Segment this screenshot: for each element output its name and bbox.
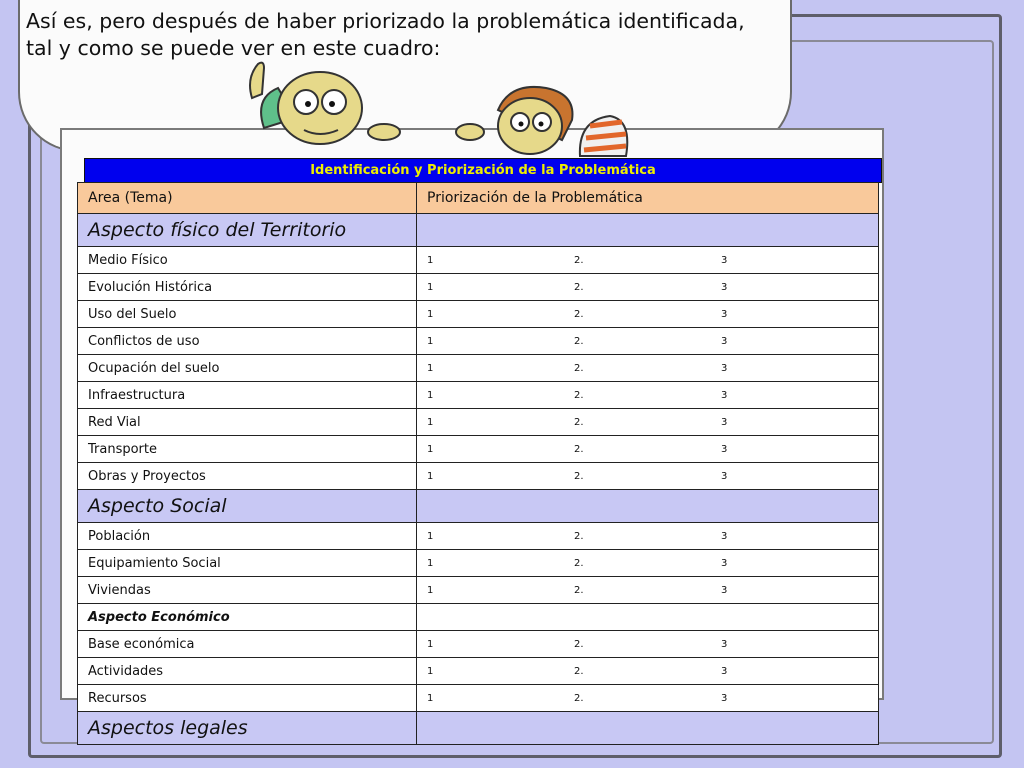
priority-number: 2. (574, 389, 584, 401)
priority-number: 1 (427, 665, 434, 677)
area-cell: Población (78, 523, 417, 550)
table-row (78, 409, 879, 436)
priority-number: 1 (427, 692, 434, 704)
speech-text (26, 8, 786, 62)
table-row (78, 436, 879, 463)
priority-number: 2. (574, 470, 584, 482)
priority-cell (417, 685, 879, 712)
priority-cell (417, 436, 879, 463)
problem-priority-table (77, 182, 879, 745)
table-title: Identificación y Priorización de la Problemática (84, 158, 882, 183)
priority-cell (417, 247, 879, 274)
priority-number: 3 (721, 281, 728, 293)
priority-number: 3 (721, 584, 728, 596)
priority-cell (417, 301, 879, 328)
priority-number: 3 (721, 254, 728, 266)
table-header-row (78, 183, 879, 214)
priority-cell (417, 382, 879, 409)
priority-number: 3 (721, 470, 728, 482)
priority-number: 3 (721, 443, 728, 455)
priority-number: 2. (574, 281, 584, 293)
speech-line-2: tal y como se puede ver en este cuadro: (26, 36, 441, 60)
priority-number: 2. (574, 254, 584, 266)
priority-cell (417, 658, 879, 685)
area-cell: Infraestructura (78, 382, 417, 409)
table-row (78, 382, 879, 409)
priority-number: 2. (574, 557, 584, 569)
priority-number: 3 (721, 416, 728, 428)
section-row (78, 604, 879, 631)
area-cell: Recursos (78, 685, 417, 712)
priority-number: 3 (721, 335, 728, 347)
area-cell: Evolución Histórica (78, 274, 417, 301)
header-priority: Priorización de la Problemática (417, 183, 879, 214)
table-row (78, 577, 879, 604)
section-priority-cell (417, 712, 879, 745)
priority-number: 2. (574, 308, 584, 320)
area-cell: Equipamiento Social (78, 550, 417, 577)
priority-cell (417, 577, 879, 604)
priority-cell (417, 328, 879, 355)
priority-number: 1 (427, 254, 434, 266)
priority-number: 2. (574, 416, 584, 428)
priority-number: 1 (427, 557, 434, 569)
priority-number: 2. (574, 665, 584, 677)
priority-number: 3 (721, 530, 728, 542)
table-row (78, 523, 879, 550)
priority-cell (417, 355, 879, 382)
table-row (78, 658, 879, 685)
table-row (78, 550, 879, 577)
priority-cell (417, 631, 879, 658)
section-row (78, 712, 879, 745)
area-cell: Base económica (78, 631, 417, 658)
table-row (78, 685, 879, 712)
cartoon-boy-illustration (450, 80, 640, 158)
priority-number: 2. (574, 584, 584, 596)
table-row (78, 463, 879, 490)
priority-number: 1 (427, 638, 434, 650)
area-cell: Red Vial (78, 409, 417, 436)
priority-number: 1 (427, 308, 434, 320)
priority-number: 3 (721, 557, 728, 569)
area-cell: Viviendas (78, 577, 417, 604)
priority-number: 2. (574, 335, 584, 347)
priority-number: 1 (427, 584, 434, 596)
cartoon-old-man-illustration (234, 58, 414, 148)
table-row (78, 274, 879, 301)
table-row (78, 328, 879, 355)
header-area: Area (Tema) (78, 183, 417, 214)
area-cell: Actividades (78, 658, 417, 685)
area-cell: Transporte (78, 436, 417, 463)
priority-cell (417, 523, 879, 550)
speech-line-1: Así es, pero después de haber priorizado la problemática identificada, (26, 9, 745, 33)
area-cell: Ocupación del suelo (78, 355, 417, 382)
priority-cell (417, 409, 879, 436)
priority-number: 1 (427, 416, 434, 428)
priority-cell (417, 550, 879, 577)
priority-cell (417, 274, 879, 301)
area-cell: Medio Físico (78, 247, 417, 274)
area-cell: Uso del Suelo (78, 301, 417, 328)
section-label: Aspecto físico del Territorio (78, 214, 417, 247)
priority-number: 1 (427, 362, 434, 374)
priority-number: 2. (574, 638, 584, 650)
section-label: Aspecto Económico (78, 604, 417, 631)
section-priority-cell (417, 214, 879, 247)
section-priority-cell (417, 604, 879, 631)
table-row (78, 301, 879, 328)
priority-number: 1 (427, 470, 434, 482)
priority-cell (417, 463, 879, 490)
priority-number: 2. (574, 443, 584, 455)
priority-number: 3 (721, 362, 728, 374)
priority-number: 3 (721, 308, 728, 320)
priority-number: 2. (574, 530, 584, 542)
table-row (78, 355, 879, 382)
section-row (78, 214, 879, 247)
priority-number: 3 (721, 389, 728, 401)
priority-number: 2. (574, 692, 584, 704)
section-row (78, 490, 879, 523)
priority-number: 2. (574, 362, 584, 374)
priority-number: 3 (721, 638, 728, 650)
table-row (78, 247, 879, 274)
priority-number: 3 (721, 665, 728, 677)
section-label: Aspectos legales (78, 712, 417, 745)
priority-number: 1 (427, 443, 434, 455)
priority-number: 1 (427, 281, 434, 293)
area-cell: Obras y Proyectos (78, 463, 417, 490)
section-priority-cell (417, 490, 879, 523)
priority-number: 1 (427, 389, 434, 401)
area-cell: Conflictos de uso (78, 328, 417, 355)
priority-number: 1 (427, 335, 434, 347)
table-row (78, 631, 879, 658)
section-label: Aspecto Social (78, 490, 417, 523)
priority-number: 3 (721, 692, 728, 704)
priority-number: 1 (427, 530, 434, 542)
